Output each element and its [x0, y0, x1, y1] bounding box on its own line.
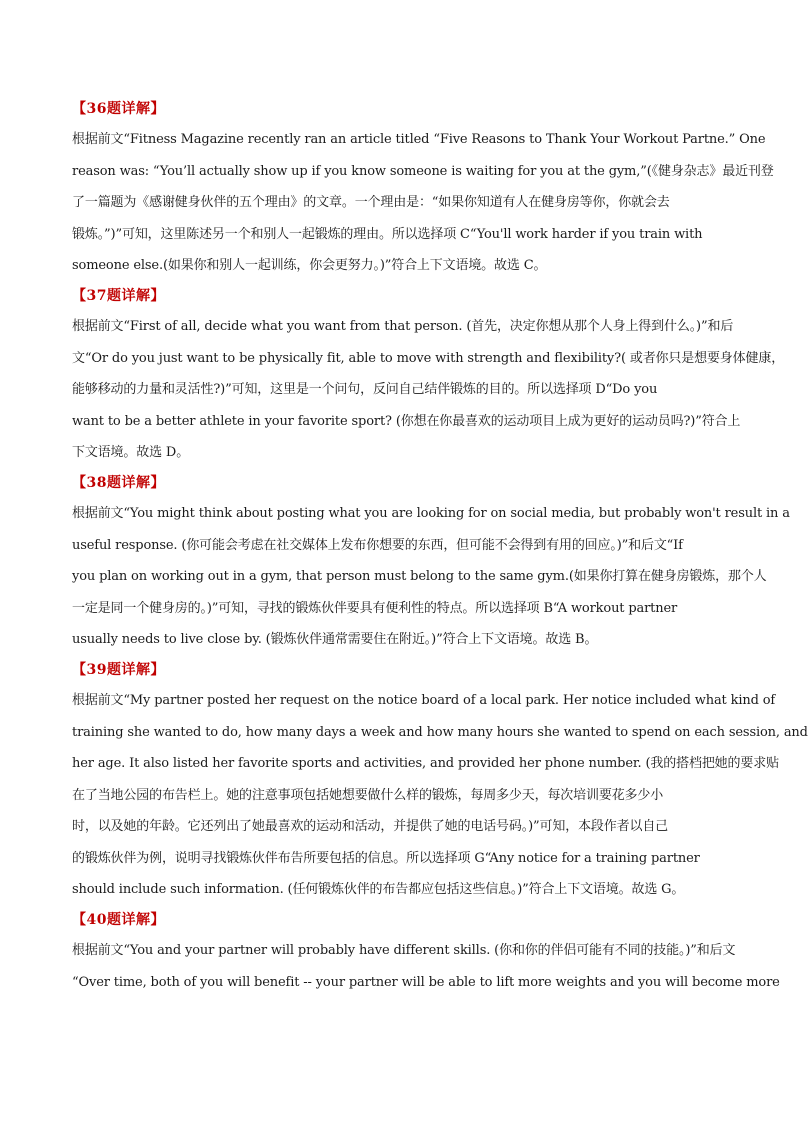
- text-line: want to be a better athlete in your favorite sport? (你想在你最喜欢的运动项目上成为更好的运动员吗?)”符合上: [72, 413, 741, 429]
- text-line: 根据前文“You and your partner will probably have different skills. (你和你的伴侣可能有不同的技能。)”和后文: [72, 943, 736, 959]
- text-line: 时，以及她的年龄。它还列出了她最喜欢的运动和活动，并提供了她的电话号码。)”可知，本段作者以自己: [72, 819, 669, 835]
- section-39: [72, 659, 808, 906]
- text-line: 根据前文“Fitness Magazine recently ran an article titled “Five Reasons to Thank Your Workout Partne.” One: [72, 132, 766, 147]
- document-page: [72, 98, 808, 1001]
- text-line: 根据前文“First of all, decide what you want from that person. (首先，决定你想从那个人身上得到什么。)”和后: [72, 318, 734, 334]
- section-heading: 【40题详解】: [72, 912, 165, 929]
- text-line: 根据前文“You might think about posting what you are looking for on social media, but probably won't result in a: [72, 505, 790, 521]
- text-line: 锻炼。”)”可知，这里陈述另一个和别人一起锻炼的理由。所以选择项 C“You'll work harder if you train with: [72, 226, 703, 242]
- section-heading: 【38题详解】: [72, 474, 165, 491]
- section-paragraph: [72, 311, 785, 469]
- text-line: you plan on working out in a gym, that person must belong to the same gym.(如果你打算在健身房锻炼，那个人: [72, 569, 767, 585]
- section-paragraph: [72, 935, 780, 998]
- text-line: 了一篇题为《感谢健身伙伴的五个理由》的文章。一个理由是：“如果你知道有人在健身房等你，你就会去: [72, 195, 670, 211]
- section-40: [72, 909, 780, 998]
- text-line: training she wanted to do, how many days a week and how many hours she wanted to spend on each session, and: [72, 724, 808, 740]
- section-38: [72, 472, 790, 656]
- section-heading: 【36题详解】: [72, 101, 165, 117]
- text-line: 一定是同一个健身房的。)”可知，寻找的锻炼伙伴要具有便利性的特点。所以选择项 B“A workout partner: [72, 600, 678, 616]
- text-line: “Over time, both of you will benefit -- your partner will be able to lift more weights and you will become more: [72, 974, 780, 990]
- section-heading: 【37题详解】: [72, 287, 165, 304]
- section-paragraph: [72, 498, 790, 656]
- text-line: someone else.(如果你和别人一起训练，你会更努力。)”符合上下文语境。故选 C。: [72, 258, 547, 274]
- text-line: 的锻炼伙伴为例，说明寻找锻炼伙伴布告所要包括的信息。所以选择项 G“Any notice for a training partner: [72, 850, 700, 866]
- text-line: reason was: “You’ll actually show up if you know someone is waiting for you at the gym,”(《健身杂志》最近刊登: [72, 163, 774, 179]
- section-36: [72, 98, 774, 282]
- section-paragraph: [72, 124, 774, 282]
- text-line: her age. It also listed her favorite sports and activities, and provided her phone number. (我的搭档把她的要求贴: [72, 756, 779, 772]
- section-heading: 【39题详解】: [72, 661, 165, 678]
- text-line: 文“Or do you just want to be physically fit, able to move with strength and flexibility?( 或者你只是想要身体健康，: [72, 350, 785, 366]
- section-paragraph: [72, 685, 808, 906]
- text-line: 下文语境。故选 D。: [72, 445, 190, 461]
- section-37: [72, 285, 785, 469]
- text-line: 在了当地公园的布告栏上。她的注意事项包括她想要做什么样的锻炼，每周多少天，每次培训要花多少小: [72, 787, 664, 803]
- text-line: usually needs to live close by. (锻炼伙伴通常需要住在附近。)”符合上下文语境。故选 B。: [72, 632, 598, 648]
- text-line: 能够移动的力量和灵活性?)”可知，这里是一个问句，反问自己结伴锻炼的目的。所以选择项 D“Do you: [72, 382, 658, 398]
- text-line: 根据前文“My partner posted her request on the notice board of a local park. Her notice included what kind of: [72, 692, 776, 708]
- text-line: should include such information. (任何锻炼伙伴的布告都应包括这些信息。)”符合上下文语境。故选 G。: [72, 882, 685, 898]
- text-line: useful response. (你可能会考虑在社交媒体上发布你想要的东西，但可能不会得到有用的回应。)”和后文“If: [72, 537, 683, 553]
